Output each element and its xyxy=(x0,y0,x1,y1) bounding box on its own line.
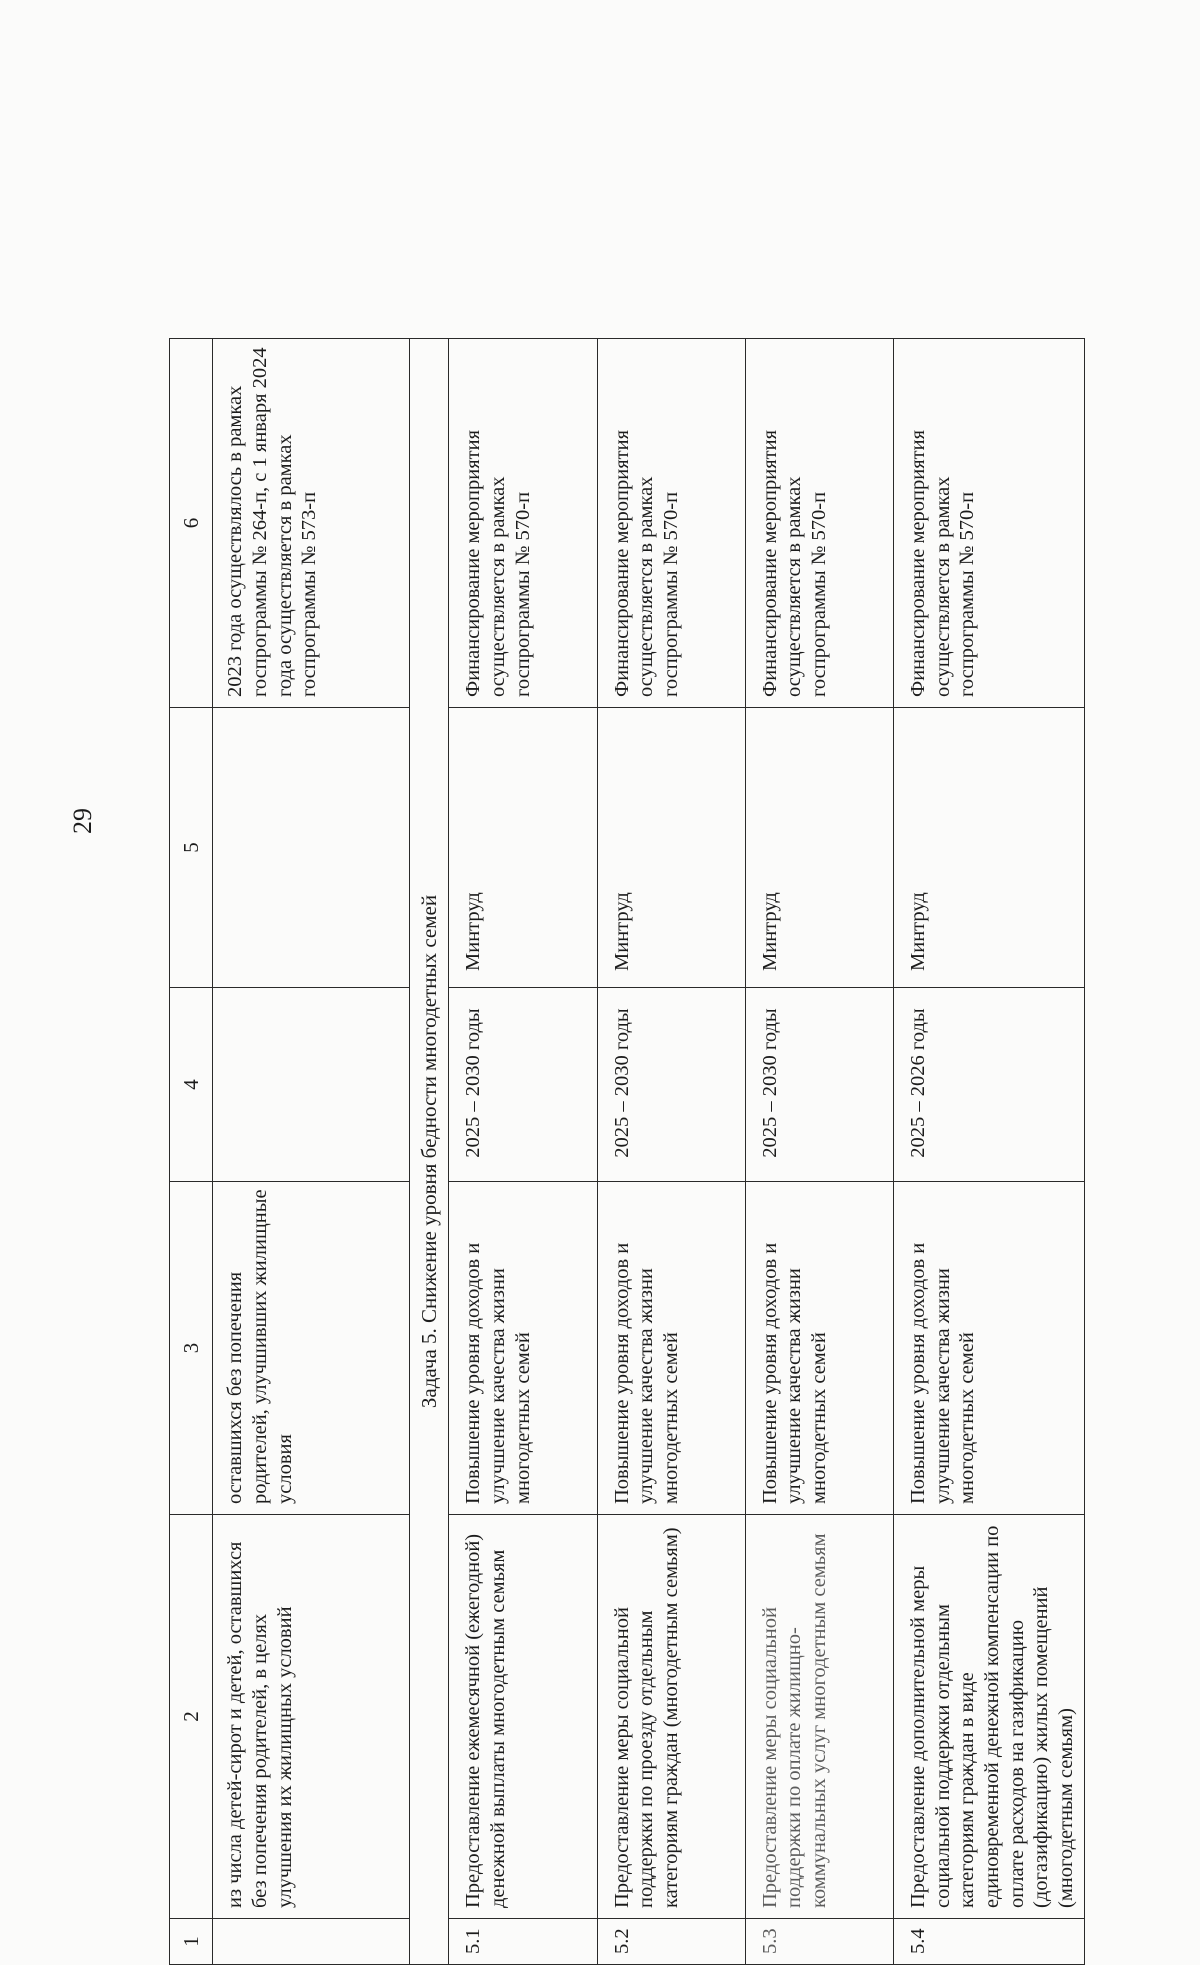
header-cell-1: 1 xyxy=(170,1919,213,1965)
continuation-cell-5 xyxy=(213,708,410,988)
row-number: 5.3 xyxy=(745,1919,893,1965)
measure-cell: Предоставление ежемесячной (ежегодной) денежной выплаты многодетным семьям xyxy=(449,1515,597,1919)
measure-cell: Предоставление меры социальной поддержки по оплате жилищно-коммунальных услуг многодетным семьям xyxy=(745,1515,893,1919)
continuation-cell-2: из числа детей-сирот и детей, оставшихся без попечения родителей, в целях улучшения их жилищных условий xyxy=(213,1515,410,1919)
rotated-table-container xyxy=(169,339,1085,1965)
continuation-cell-4 xyxy=(213,988,410,1182)
table-row xyxy=(449,339,597,1965)
continuation-cell-1 xyxy=(213,1919,410,1965)
header-cell-6: 6 xyxy=(170,339,213,708)
row-number: 5.4 xyxy=(894,1919,1085,1965)
table-row xyxy=(894,339,1085,1965)
header-cell-3: 3 xyxy=(170,1182,213,1515)
result-cell: Повышение уровня доходов и улучшение качества жизни многодетных семей xyxy=(597,1182,745,1515)
period-cell: 2025 – 2026 годы xyxy=(894,988,1085,1182)
measure-cell: Предоставление меры социальной поддержки по проезду отдельным категориям граждан (многодетным семьям) xyxy=(597,1515,745,1919)
header-cell-2: 2 xyxy=(170,1515,213,1919)
continuation-cell-3: оставшихся без попечения родителей, улучшивших жилищные условия xyxy=(213,1182,410,1515)
header-cell-4: 4 xyxy=(170,988,213,1182)
table-row xyxy=(597,339,745,1965)
note-cell: Финансирование мероприятия осуществляется в рамках госпрограммы № 570-п xyxy=(745,339,893,708)
row-number: 5.2 xyxy=(597,1919,745,1965)
note-cell: Финансирование мероприятия осуществляется в рамках госпрограммы № 570-п xyxy=(597,339,745,708)
measure-cell: Предоставление дополнительной меры социальной поддержки отдельным категориям граждан в виде единовременной денежной компенсации по оплате расходов на газификацию (догазификацию) жилых помещений (многодетным семьям) xyxy=(894,1515,1085,1919)
result-cell: Повышение уровня доходов и улучшение качества жизни многодетных семей xyxy=(449,1182,597,1515)
row-number: 5.1 xyxy=(449,1919,597,1965)
result-cell: Повышение уровня доходов и улучшение качества жизни многодетных семей xyxy=(745,1182,893,1515)
period-cell: 2025 – 2030 годы xyxy=(449,988,597,1182)
executor-cell: Минтруд xyxy=(449,708,597,988)
executor-cell: Минтруд xyxy=(894,708,1085,988)
header-row xyxy=(170,339,213,1965)
measures-table xyxy=(169,338,1085,1965)
table-row xyxy=(745,339,893,1965)
section-row xyxy=(410,339,449,1965)
continuation-row xyxy=(213,339,410,1965)
page-number: 29 xyxy=(68,808,97,834)
note-cell: Финансирование мероприятия осуществляется в рамках госпрограммы № 570-п xyxy=(894,339,1085,708)
period-cell: 2025 – 2030 годы xyxy=(597,988,745,1182)
executor-cell: Минтруд xyxy=(597,708,745,988)
section-title: Задача 5. Снижение уровня бедности многодетных семей xyxy=(410,339,449,1965)
header-cell-5: 5 xyxy=(170,708,213,988)
result-cell: Повышение уровня доходов и улучшение качества жизни многодетных семей xyxy=(894,1182,1085,1515)
continuation-cell-6: 2023 года осуществлялось в рамках госпрограммы № 264-п, с 1 января 2024 года осуществляется в рамках госпрограммы № 573-п xyxy=(213,339,410,708)
executor-cell: Минтруд xyxy=(745,708,893,988)
note-cell: Финансирование мероприятия осуществляется в рамках госпрограммы № 570-п xyxy=(449,339,597,708)
period-cell: 2025 – 2030 годы xyxy=(745,988,893,1182)
